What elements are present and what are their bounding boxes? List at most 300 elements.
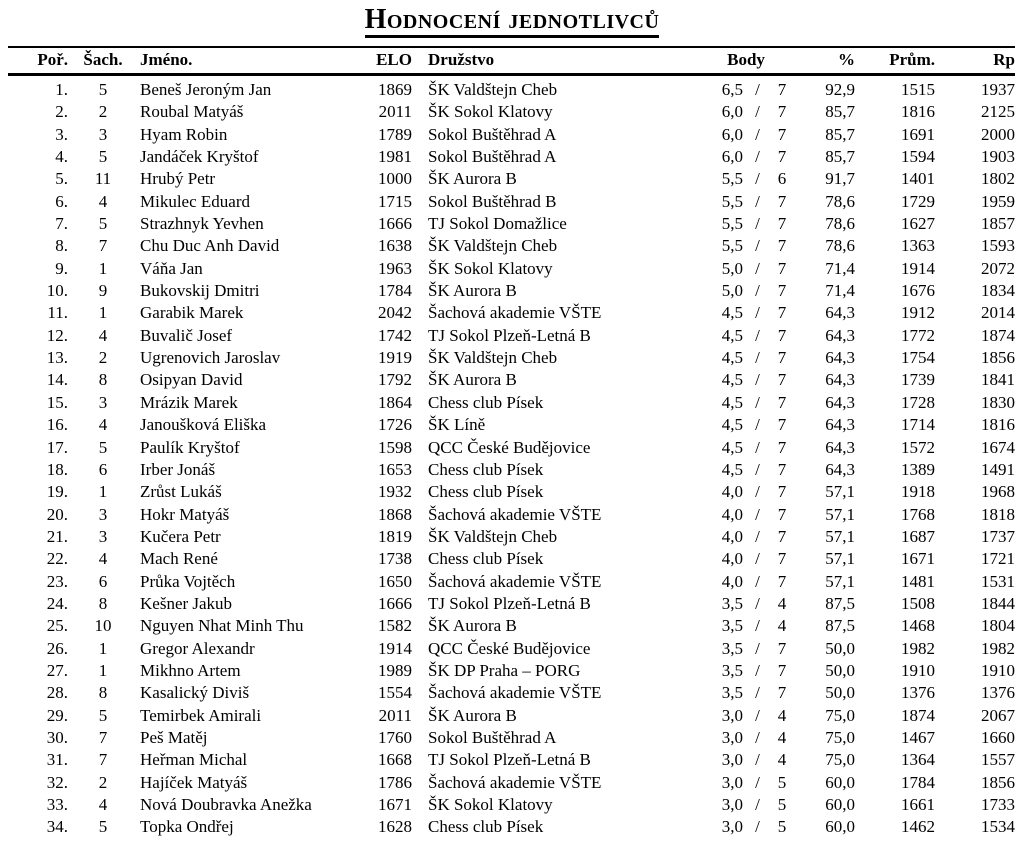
rp-cell: 1937 bbox=[981, 80, 1016, 99]
rp-cell: 1733 bbox=[981, 795, 1016, 814]
table-row bbox=[8, 369, 1015, 391]
rp-cell: 1802 bbox=[981, 169, 1016, 189]
rp-cell: 1737 bbox=[981, 526, 1016, 546]
rank-cell: 28. bbox=[46, 683, 68, 703]
table-row bbox=[8, 794, 1015, 816]
games-cell: 4 bbox=[777, 705, 787, 725]
points-cell: 6,0 bbox=[721, 124, 743, 144]
points-cell: 5,5 bbox=[721, 169, 743, 189]
slash-cell: / bbox=[755, 571, 760, 591]
average-cell: 1918 bbox=[901, 482, 936, 502]
elo-cell: 1869 bbox=[378, 80, 412, 99]
average-cell: 1874 bbox=[901, 705, 936, 725]
table-row bbox=[8, 347, 1015, 369]
slash-cell: / bbox=[755, 593, 760, 613]
board-cell: 3 bbox=[98, 392, 108, 412]
elo-cell: 1666 bbox=[378, 214, 412, 234]
rank-cell: 18. bbox=[46, 459, 68, 479]
rank-cell: 7. bbox=[55, 214, 68, 234]
name-cell: Peš Matěj bbox=[140, 727, 208, 747]
average-cell: 1910 bbox=[901, 660, 936, 680]
name-cell: Mikhno Artem bbox=[140, 660, 241, 680]
points-cell: 3,0 bbox=[721, 750, 743, 770]
board-cell: 5 bbox=[98, 147, 108, 167]
games-cell: 7 bbox=[777, 504, 787, 524]
team-cell: TJ Sokol Plzeň-Letná B bbox=[428, 325, 591, 345]
percent-cell: 85,7 bbox=[825, 147, 856, 167]
points-cell: 4,5 bbox=[721, 348, 743, 368]
points-cell: 4,5 bbox=[721, 437, 743, 457]
rank-cell: 8. bbox=[55, 236, 68, 256]
percent-cell: 57,1 bbox=[825, 571, 856, 591]
team-cell: Chess club Písek bbox=[428, 392, 544, 412]
table-row bbox=[8, 280, 1015, 302]
average-cell: 1676 bbox=[901, 281, 936, 301]
rp-cell: 2125 bbox=[981, 102, 1016, 122]
slash-cell: / bbox=[755, 102, 760, 122]
slash-cell: / bbox=[755, 124, 760, 144]
team-cell: ŠK Aurora B bbox=[428, 370, 517, 390]
slash-cell: / bbox=[755, 191, 760, 211]
table-row bbox=[8, 548, 1015, 570]
board-cell: 5 bbox=[98, 817, 108, 837]
table-row bbox=[8, 459, 1015, 481]
average-cell: 1594 bbox=[901, 147, 936, 167]
rank-cell: 27. bbox=[46, 660, 68, 680]
name-cell: Kučera Petr bbox=[140, 526, 221, 546]
percent-cell: 78,6 bbox=[825, 191, 856, 211]
points-cell: 3,0 bbox=[721, 772, 743, 792]
team-cell: Šachová akademie VŠTE bbox=[428, 683, 602, 703]
average-cell: 1912 bbox=[901, 303, 936, 323]
slash-cell: / bbox=[755, 795, 760, 814]
games-cell: 7 bbox=[777, 459, 787, 479]
percent-cell: 64,3 bbox=[825, 303, 856, 323]
elo-cell: 1914 bbox=[378, 638, 412, 658]
rp-cell: 1557 bbox=[981, 750, 1016, 770]
games-cell: 7 bbox=[777, 549, 787, 569]
rp-cell: 1834 bbox=[981, 281, 1016, 301]
board-cell: 5 bbox=[98, 80, 108, 99]
average-cell: 1739 bbox=[901, 370, 936, 390]
table-row bbox=[8, 146, 1015, 168]
percent-cell: 60,0 bbox=[825, 817, 856, 837]
slash-cell: / bbox=[755, 415, 760, 435]
rank-cell: 23. bbox=[46, 571, 68, 591]
rp-cell: 1376 bbox=[981, 683, 1016, 703]
rank-cell: 9. bbox=[55, 258, 68, 278]
rank-cell: 10. bbox=[46, 281, 68, 301]
points-cell: 4,5 bbox=[721, 459, 743, 479]
table-row bbox=[8, 682, 1015, 704]
team-cell: Šachová akademie VŠTE bbox=[428, 772, 602, 792]
team-cell: ŠK Aurora B bbox=[428, 705, 517, 725]
name-cell: Hyam Robin bbox=[140, 124, 228, 144]
table-row bbox=[8, 571, 1015, 593]
page-title: Hodnocení jednotlivců bbox=[365, 5, 660, 38]
name-cell: Heřman Michal bbox=[140, 750, 248, 770]
board-cell: 6 bbox=[98, 571, 108, 591]
slash-cell: / bbox=[755, 459, 760, 479]
team-cell: ŠK Valdštejn Cheb bbox=[428, 348, 558, 368]
name-cell: Irber Jonáš bbox=[140, 459, 216, 479]
rank-cell: 33. bbox=[46, 795, 68, 814]
board-cell: 1 bbox=[98, 660, 108, 680]
points-cell: 3,5 bbox=[721, 660, 743, 680]
elo-cell: 1726 bbox=[378, 415, 412, 435]
rank-cell: 20. bbox=[46, 504, 68, 524]
average-cell: 1363 bbox=[901, 236, 936, 256]
team-cell: Sokol Buštěhrad B bbox=[428, 191, 557, 211]
col-header-board: Šach. bbox=[83, 50, 123, 69]
rank-cell: 30. bbox=[46, 727, 68, 747]
rp-cell: 1856 bbox=[981, 348, 1016, 368]
points-cell: 3,0 bbox=[721, 705, 743, 725]
rank-cell: 34. bbox=[46, 817, 68, 837]
average-cell: 1481 bbox=[901, 571, 936, 591]
elo-cell: 1715 bbox=[378, 191, 412, 211]
points-cell: 4,5 bbox=[721, 370, 743, 390]
table-row bbox=[8, 325, 1015, 347]
games-cell: 7 bbox=[777, 370, 787, 390]
elo-cell: 1582 bbox=[378, 616, 412, 636]
name-cell: Kasalický Diviš bbox=[140, 683, 250, 703]
col-header-name: Jméno. bbox=[140, 50, 193, 69]
rank-cell: 16. bbox=[46, 415, 68, 435]
elo-cell: 1653 bbox=[378, 459, 412, 479]
name-cell: Nguyen Nhat Minh Thu bbox=[140, 616, 304, 636]
board-cell: 9 bbox=[98, 281, 108, 301]
average-cell: 1816 bbox=[901, 102, 936, 122]
table-row bbox=[8, 213, 1015, 235]
slash-cell: / bbox=[755, 817, 760, 837]
games-cell: 7 bbox=[777, 191, 787, 211]
games-cell: 5 bbox=[777, 772, 787, 792]
points-cell: 4,0 bbox=[721, 482, 743, 502]
name-cell: Gregor Alexandr bbox=[140, 638, 255, 658]
rank-cell: 21. bbox=[46, 526, 68, 546]
board-cell: 4 bbox=[98, 415, 108, 435]
percent-cell: 64,3 bbox=[825, 415, 856, 435]
table-row bbox=[8, 392, 1015, 414]
slash-cell: / bbox=[755, 348, 760, 368]
percent-cell: 87,5 bbox=[825, 593, 856, 613]
slash-cell: / bbox=[755, 281, 760, 301]
name-cell: Bukovskij Dmitri bbox=[140, 281, 260, 301]
board-cell: 7 bbox=[98, 236, 108, 256]
table-row bbox=[8, 414, 1015, 436]
rp-cell: 1856 bbox=[981, 772, 1016, 792]
rp-cell: 1804 bbox=[981, 616, 1016, 636]
slash-cell: / bbox=[755, 549, 760, 569]
team-cell: ŠK Valdštejn Cheb bbox=[428, 526, 558, 546]
team-cell: ŠK DP Praha – PORG bbox=[428, 660, 581, 680]
slash-cell: / bbox=[755, 169, 760, 189]
points-cell: 3,0 bbox=[721, 817, 743, 837]
board-cell: 8 bbox=[98, 370, 108, 390]
games-cell: 5 bbox=[777, 795, 787, 814]
percent-cell: 64,3 bbox=[825, 348, 856, 368]
percent-cell: 57,1 bbox=[825, 526, 856, 546]
board-cell: 4 bbox=[98, 795, 108, 814]
elo-cell: 1666 bbox=[378, 593, 412, 613]
elo-cell: 1786 bbox=[378, 772, 412, 792]
games-cell: 4 bbox=[777, 593, 787, 613]
points-cell: 4,0 bbox=[721, 504, 743, 524]
slash-cell: / bbox=[755, 214, 760, 234]
percent-cell: 50,0 bbox=[825, 683, 856, 703]
name-cell: Buvalič Josef bbox=[140, 325, 233, 345]
team-cell: ŠK Sokol Klatovy bbox=[428, 102, 553, 122]
name-cell: Hrubý Petr bbox=[140, 169, 216, 189]
table-row bbox=[8, 258, 1015, 280]
team-cell: Chess club Písek bbox=[428, 482, 544, 502]
percent-cell: 57,1 bbox=[825, 482, 856, 502]
board-cell: 3 bbox=[98, 526, 108, 546]
col-header-elo: ELO bbox=[376, 50, 412, 69]
points-cell: 6,0 bbox=[721, 147, 743, 167]
elo-cell: 1738 bbox=[378, 549, 412, 569]
games-cell: 7 bbox=[777, 638, 787, 658]
name-cell: Ugrenovich Jaroslav bbox=[140, 348, 281, 368]
slash-cell: / bbox=[755, 392, 760, 412]
games-cell: 6 bbox=[777, 169, 787, 189]
name-cell: Garabik Marek bbox=[140, 303, 244, 323]
board-cell: 5 bbox=[98, 437, 108, 457]
slash-cell: / bbox=[755, 660, 760, 680]
team-cell: ŠK Líně bbox=[428, 415, 486, 435]
average-cell: 1462 bbox=[901, 817, 936, 837]
rank-cell: 19. bbox=[46, 482, 68, 502]
elo-cell: 1981 bbox=[378, 147, 412, 167]
table-row bbox=[8, 481, 1015, 503]
board-cell: 1 bbox=[98, 482, 108, 502]
points-cell: 4,5 bbox=[721, 415, 743, 435]
games-cell: 7 bbox=[777, 303, 787, 323]
average-cell: 1515 bbox=[901, 80, 936, 99]
points-cell: 3,5 bbox=[721, 638, 743, 658]
elo-cell: 1864 bbox=[378, 392, 412, 412]
slash-cell: / bbox=[755, 750, 760, 770]
elo-cell: 1628 bbox=[378, 817, 412, 837]
games-cell: 7 bbox=[777, 571, 787, 591]
average-cell: 1376 bbox=[901, 683, 936, 703]
slash-cell: / bbox=[755, 437, 760, 457]
average-cell: 1729 bbox=[901, 191, 936, 211]
points-cell: 5,5 bbox=[721, 191, 743, 211]
board-cell: 10 bbox=[94, 616, 112, 636]
table-row bbox=[8, 660, 1015, 682]
rank-cell: 5. bbox=[55, 169, 68, 189]
name-cell: Strazhnyk Yevhen bbox=[140, 214, 264, 234]
rank-cell: 24. bbox=[46, 593, 68, 613]
average-cell: 1572 bbox=[901, 437, 936, 457]
points-cell: 5,5 bbox=[721, 236, 743, 256]
percent-cell: 60,0 bbox=[825, 772, 856, 792]
elo-cell: 1554 bbox=[378, 683, 412, 703]
board-cell: 3 bbox=[98, 504, 108, 524]
elo-cell: 1742 bbox=[378, 325, 412, 345]
games-cell: 7 bbox=[777, 281, 787, 301]
team-cell: TJ Sokol Plzeň-Letná B bbox=[428, 593, 591, 613]
results-table bbox=[8, 46, 1015, 839]
points-cell: 4,0 bbox=[721, 526, 743, 546]
name-cell: Janoušková Eliška bbox=[140, 415, 267, 435]
elo-cell: 1598 bbox=[378, 437, 412, 457]
table-row bbox=[8, 727, 1015, 749]
table-row bbox=[8, 705, 1015, 727]
points-cell: 5,0 bbox=[721, 258, 743, 278]
board-cell: 4 bbox=[98, 325, 108, 345]
team-cell: ŠK Valdštejn Cheb bbox=[428, 236, 558, 256]
points-cell: 3,0 bbox=[721, 727, 743, 747]
table-row bbox=[8, 504, 1015, 526]
elo-cell: 1000 bbox=[378, 169, 412, 189]
table-row bbox=[8, 816, 1015, 838]
average-cell: 1768 bbox=[901, 504, 936, 524]
name-cell: Kešner Jakub bbox=[140, 593, 233, 613]
percent-cell: 50,0 bbox=[825, 638, 856, 658]
average-cell: 1754 bbox=[901, 348, 936, 368]
average-cell: 1714 bbox=[901, 415, 936, 435]
slash-cell: / bbox=[755, 638, 760, 658]
rp-cell: 1531 bbox=[981, 571, 1016, 591]
name-cell: Nová Doubravka Anežka bbox=[140, 795, 312, 814]
elo-cell: 1919 bbox=[378, 348, 412, 368]
table-row bbox=[8, 124, 1015, 146]
rp-cell: 1674 bbox=[981, 437, 1016, 457]
games-cell: 7 bbox=[777, 214, 787, 234]
games-cell: 7 bbox=[777, 258, 787, 278]
table-row bbox=[8, 772, 1015, 794]
board-cell: 5 bbox=[98, 214, 108, 234]
percent-cell: 85,7 bbox=[825, 102, 856, 122]
percent-cell: 64,3 bbox=[825, 459, 856, 479]
rp-cell: 1903 bbox=[981, 147, 1016, 167]
average-cell: 1467 bbox=[901, 727, 936, 747]
rank-cell: 29. bbox=[46, 705, 68, 725]
table-row bbox=[8, 235, 1015, 257]
rank-cell: 17. bbox=[46, 437, 68, 457]
rank-cell: 6. bbox=[55, 191, 68, 211]
percent-cell: 92,9 bbox=[825, 80, 856, 99]
games-cell: 7 bbox=[777, 415, 787, 435]
average-cell: 1784 bbox=[901, 772, 936, 792]
team-cell: ŠK Aurora B bbox=[428, 616, 517, 636]
elo-cell: 2011 bbox=[378, 705, 412, 725]
average-cell: 1661 bbox=[901, 795, 936, 814]
team-cell: Sokol Buštěhrad A bbox=[428, 124, 557, 144]
board-cell: 5 bbox=[98, 705, 108, 725]
percent-cell: 75,0 bbox=[825, 705, 856, 725]
average-cell: 1691 bbox=[901, 124, 936, 144]
slash-cell: / bbox=[755, 258, 760, 278]
table-row bbox=[8, 101, 1015, 123]
name-cell: Hokr Matyáš bbox=[140, 504, 230, 524]
games-cell: 7 bbox=[777, 526, 787, 546]
slash-cell: / bbox=[755, 772, 760, 792]
games-cell: 7 bbox=[777, 437, 787, 457]
table-row bbox=[8, 526, 1015, 548]
elo-cell: 1650 bbox=[378, 571, 412, 591]
games-cell: 4 bbox=[777, 727, 787, 747]
board-cell: 4 bbox=[98, 549, 108, 569]
games-cell: 4 bbox=[777, 616, 787, 636]
rank-cell: 12. bbox=[46, 325, 68, 345]
rp-cell: 1818 bbox=[981, 504, 1016, 524]
average-cell: 1468 bbox=[901, 616, 936, 636]
percent-cell: 64,3 bbox=[825, 437, 856, 457]
slash-cell: / bbox=[755, 683, 760, 703]
board-cell: 1 bbox=[98, 258, 108, 278]
table-row bbox=[8, 593, 1015, 615]
team-cell: Chess club Písek bbox=[428, 549, 544, 569]
team-cell: ŠK Sokol Klatovy bbox=[428, 258, 553, 278]
games-cell: 7 bbox=[777, 236, 787, 256]
points-cell: 6,5 bbox=[721, 80, 743, 99]
rp-cell: 2000 bbox=[981, 124, 1016, 144]
name-cell: Průka Vojtěch bbox=[140, 571, 236, 591]
board-cell: 7 bbox=[98, 750, 108, 770]
col-header-rank: Poř. bbox=[37, 50, 68, 69]
slash-cell: / bbox=[755, 80, 760, 99]
rp-cell: 1910 bbox=[981, 660, 1016, 680]
percent-cell: 85,7 bbox=[825, 124, 856, 144]
games-cell: 7 bbox=[777, 325, 787, 345]
team-cell: TJ Sokol Plzeň-Letná B bbox=[428, 750, 591, 770]
percent-cell: 50,0 bbox=[825, 660, 856, 680]
name-cell: Beneš Jeroným Jan bbox=[140, 80, 272, 99]
points-cell: 3,0 bbox=[721, 795, 743, 814]
percent-cell: 57,1 bbox=[825, 549, 856, 569]
points-cell: 4,0 bbox=[721, 571, 743, 591]
points-cell: 5,0 bbox=[721, 281, 743, 301]
points-cell: 3,5 bbox=[721, 593, 743, 613]
rp-cell: 1721 bbox=[981, 549, 1016, 569]
points-cell: 3,5 bbox=[721, 683, 743, 703]
percent-cell: 78,6 bbox=[825, 236, 856, 256]
slash-cell: / bbox=[755, 325, 760, 345]
title-wrap bbox=[0, 0, 1024, 38]
rp-cell: 1874 bbox=[981, 325, 1016, 345]
team-cell: QCC České Budějovice bbox=[428, 638, 591, 658]
board-cell: 4 bbox=[98, 191, 108, 211]
elo-cell: 1784 bbox=[378, 281, 412, 301]
name-cell: Mrázik Marek bbox=[140, 392, 238, 412]
games-cell: 5 bbox=[777, 817, 787, 837]
average-cell: 1687 bbox=[901, 526, 936, 546]
col-header-average: Prům. bbox=[889, 50, 936, 69]
elo-cell: 1789 bbox=[378, 124, 412, 144]
rp-cell: 1844 bbox=[981, 593, 1016, 613]
team-cell: TJ Sokol Domažlice bbox=[428, 214, 567, 234]
slash-cell: / bbox=[755, 482, 760, 502]
rank-cell: 32. bbox=[46, 772, 68, 792]
slash-cell: / bbox=[755, 147, 760, 167]
team-cell: Chess club Písek bbox=[428, 459, 544, 479]
team-cell: ŠK Sokol Klatovy bbox=[428, 795, 553, 814]
rank-cell: 3. bbox=[55, 124, 68, 144]
team-cell: ŠK Aurora B bbox=[428, 281, 517, 301]
name-cell: Váňa Jan bbox=[140, 258, 203, 278]
rp-cell: 2072 bbox=[981, 258, 1016, 278]
rp-cell: 2014 bbox=[981, 303, 1016, 323]
table-row bbox=[8, 749, 1015, 771]
rp-cell: 1982 bbox=[981, 638, 1016, 658]
table-row bbox=[8, 638, 1015, 660]
average-cell: 1401 bbox=[901, 169, 936, 189]
rank-cell: 25. bbox=[46, 616, 68, 636]
